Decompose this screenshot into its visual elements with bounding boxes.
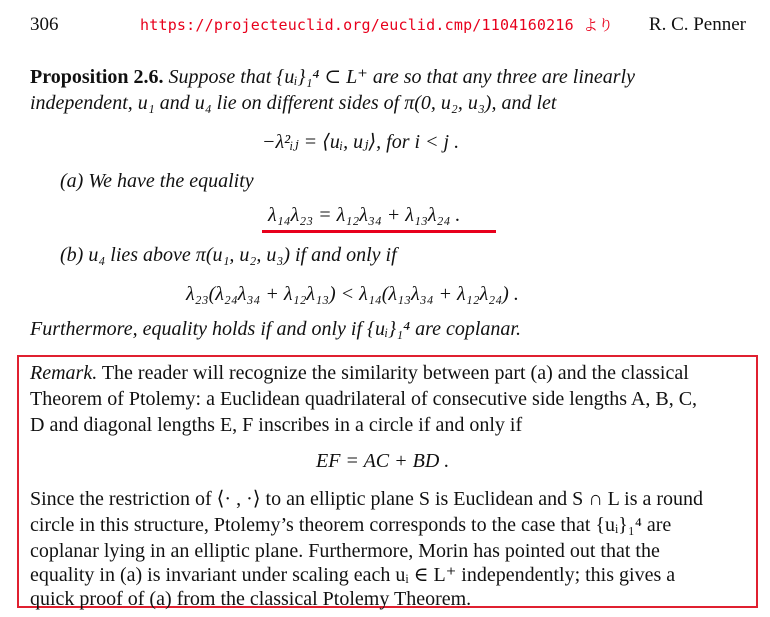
part-a-text: (a) We have the equality	[60, 170, 254, 192]
part-b-line	[60, 242, 397, 268]
remark-line-6: coplanar lying in an elliptic plane. Furthermore, Morin has pointed out that the	[30, 540, 660, 562]
equation-ptolemy: EF = AC + BD .	[316, 450, 450, 472]
equation-lambda-definition: −λ²ᵢⱼ = ⟨uᵢ, uⱼ⟩, for i < j .	[262, 131, 460, 153]
proposition-line-1	[30, 64, 635, 90]
equation-inequality: λ₂₃(λ₂₄λ₃₄ + λ₁₂λ₁₃) < λ₁₄(λ₁₃λ₃₄ + λ₁₂λ₂₄) .	[186, 283, 519, 305]
part-a-line	[60, 168, 254, 194]
proposition-text-1: Suppose that {uᵢ}₁⁴ ⊂ L⁺ are so that any three are linearly	[168, 66, 635, 88]
remark-label: Remark.	[30, 362, 98, 384]
remark-line-5: circle in this structure, Ptolemy’s theorem corresponds to the case that {uᵢ}₁⁴ are	[30, 514, 672, 536]
remark-line-7: equality in (a) is invariant under scaling each uᵢ ∈ L⁺ independently; this gives a	[30, 564, 676, 586]
remark-text-1: The reader will recognize the similarity between part (a) and the classical	[97, 362, 689, 384]
page-number: 306	[30, 14, 59, 35]
part-b-text: (b) u₄ lies above π(u₁, u₂, u₃) if and only if	[60, 244, 397, 266]
furthermore-line: Furthermore, equality holds if and only if {uᵢ}₁⁴ are coplanar.	[30, 318, 521, 340]
source-url[interactable]: https://projecteuclid.org/euclid.cmp/1104160216 より	[140, 16, 614, 34]
remark-line-2: Theorem of Ptolemy: a Euclidean quadrilateral of consecutive side lengths A, B, C,	[30, 388, 698, 410]
remark-line-3: D and diagonal lengths E, F inscribes in a circle if and only if	[30, 414, 523, 436]
proposition-label: Proposition 2.6.	[30, 66, 164, 88]
remark-line-4: Since the restriction of ⟨· , ·⟩ to an elliptic plane S is Euclidean and S ∩ L is a round	[30, 488, 704, 510]
proposition-line-2: independent, u₁ and u₄ lie on different sides of π(0, u₂, u₃), and let	[30, 92, 557, 114]
remark-line-8: quick proof of (a) from the classical Ptolemy Theorem.	[30, 588, 472, 610]
red-underline-highlight	[262, 230, 496, 233]
equation-ptolemy-lambda: λ₁₄λ₂₃ = λ₁₂λ₃₄ + λ₁₃λ₂₄ .	[268, 204, 461, 226]
running-author: R. C. Penner	[648, 14, 746, 35]
remark-line-1	[30, 360, 689, 386]
